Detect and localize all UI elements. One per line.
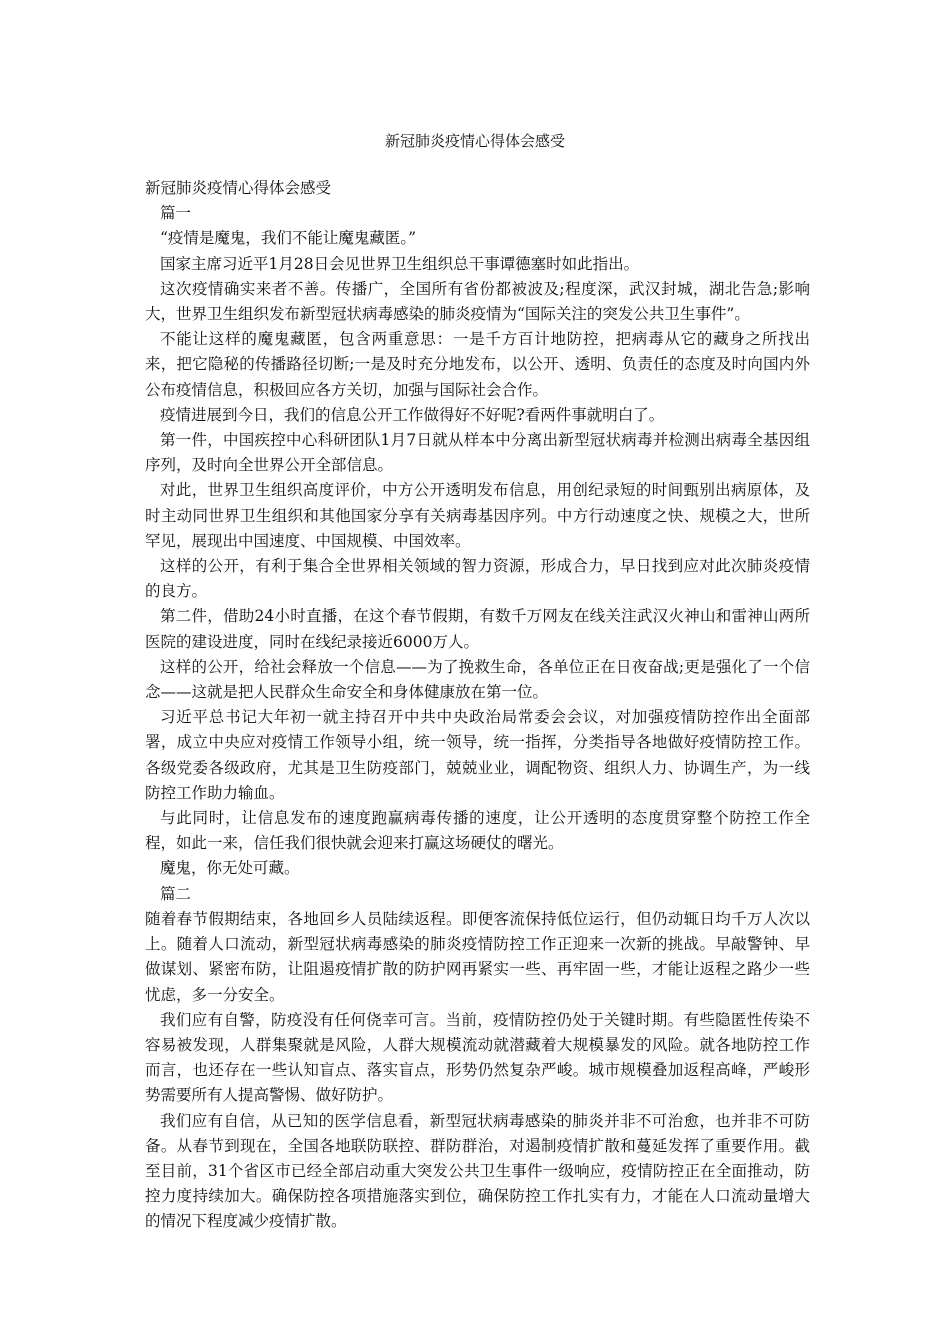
body-paragraph: 第一件，中国疾控中心科研团队1月7日就从样本中分离出新型冠状病毒并检测出病毒全基因组序列，及时向全世界公开全部信息。 bbox=[145, 431, 810, 475]
body-paragraph: 我们应有自警，防疫没有任何侥幸可言。当前，疫情防控仍处于关键时期。有些隐匿性传染不容易被发现，人群集聚就是风险，人群大规模流动就潜藏着大规模暴发的风险。就各地防控工作而言，也还存在一些认知盲点、落实盲点，形势仍然复杂严峻。城市规模叠加返程高峰，严峻形势需要所有人提高警惕、做好防护。 bbox=[145, 1010, 810, 1105]
body-paragraph: 习近平总书记大年初一就主持召开中共中央政治局常委会会议，对加强疫情防控作出全面部署，成立中央应对疫情工作领导小组，统一领导，统一指挥，分类指导各地做好疫情防控工作。各级党委各级政府，尤其是卫生防疫部门，兢兢业业，调配物资、组织人力、协调生产，为一线防控工作助力输血。 bbox=[145, 708, 810, 802]
body-paragraph: 国家主席习近平1月28日会见世界卫生组织总干事谭德塞时如此指出。 bbox=[160, 254, 640, 273]
body-paragraph: 第二件，借助24小时直播，在这个春节假期，有数千万网友在线关注武汉火神山和雷神山两所医院的建设进度，同时在线纪录接近6000万人。 bbox=[145, 607, 810, 651]
body-paragraph: 这次疫情确实来者不善。传播广，全国所有省份都被波及;程度深，武汉封城，湖北告急;影响大，世界卫生组织发布新型冠状病毒感染的肺炎疫情为“国际关注的突发公共卫生事件”。 bbox=[145, 279, 810, 324]
body-paragraph: 对此，世界卫生组织高度评价，中方公开透明发布信息，用创纪录短的时间甄别出病原体，及时主动同世界卫生组织和其他国家分享有关病毒基因序列。中方行动速度之快、规模之大，世所罕见，展现出中国速度、中国规模、中国效率。 bbox=[145, 481, 810, 550]
document-title: 新冠肺炎疫情心得体会感受 bbox=[384, 132, 565, 150]
body-paragraph: 篇二 bbox=[160, 884, 192, 903]
body-paragraph: 不能让这样的魔鬼藏匿，包含两重意思：一是千方百计地防控，把病毒从它的藏身之所找出来，把它隐秘的传播路径切断;一是及时充分地发布，以公开、透明、负责任的态度及时向国内外公布疫情信息，积极回应各方关切，加强与国际社会合作。 bbox=[145, 330, 810, 399]
body-paragraph: 疫情进展到今日，我们的信息公开工作做得好不好呢?看两件事就明白了。 bbox=[160, 405, 665, 424]
document-body bbox=[145, 176, 810, 1235]
body-paragraph: 这样的公开，给社会释放一个信息——为了挽救生命，各单位正在日夜奋战;更是强化了一个信念——这就是把人民群众生命安全和身体健康放在第一位。 bbox=[145, 657, 810, 702]
body-paragraph: 篇一 bbox=[160, 204, 192, 223]
body-paragraph: 我们应有自信，从已知的医学信息看，新型冠状病毒感染的肺炎并非不可治愈，也并非不可防备。从春节到现在，全国各地联防联控、群防群治，对遏制疫情扩散和蔓延发挥了重要作用。截至目前，31个省区市已经全部启动重大突发公共卫生事件一级响应，疫情防控正在全面推动，防控力度持续加大。确保防控各项措施落实到位，确保防控工作扎实有力，才能在人口流动量增大的情况下程度减少疫情扩散。 bbox=[145, 1111, 810, 1231]
body-paragraph: 新冠肺炎疫情心得体会感受 bbox=[145, 179, 332, 197]
body-paragraph: 随着春节假期结束，各地回乡人员陆续返程。即便客流保持低位运行，但仍动辄日均千万人次以上。随着人口流动，新型冠状病毒感染的肺炎疫情防控工作正迎来一次新的挑战。早敲警钟、早做谋划、紧密布防，让阻遏疫情扩散的防护网再紧实一些、再牢固一些，才能让返程之路少一些忧虑，多一分安全。 bbox=[145, 909, 810, 1004]
body-paragraph: 魔鬼，你无处可藏。 bbox=[160, 859, 300, 878]
body-paragraph: “疫情是魔鬼，我们不能让魔鬼藏匿。” bbox=[160, 229, 417, 248]
body-paragraph: 与此同时，让信息发布的速度跑赢病毒传播的速度，让公开透明的态度贯穿整个防控工作全程，如此一来，信任我们很快就会迎来打赢这场硬仗的曙光。 bbox=[145, 809, 810, 853]
body-paragraph: 这样的公开，有利于集合全世界相关领域的智力资源，形成合力，早日找到应对此次肺炎疫情的良方。 bbox=[145, 557, 810, 601]
